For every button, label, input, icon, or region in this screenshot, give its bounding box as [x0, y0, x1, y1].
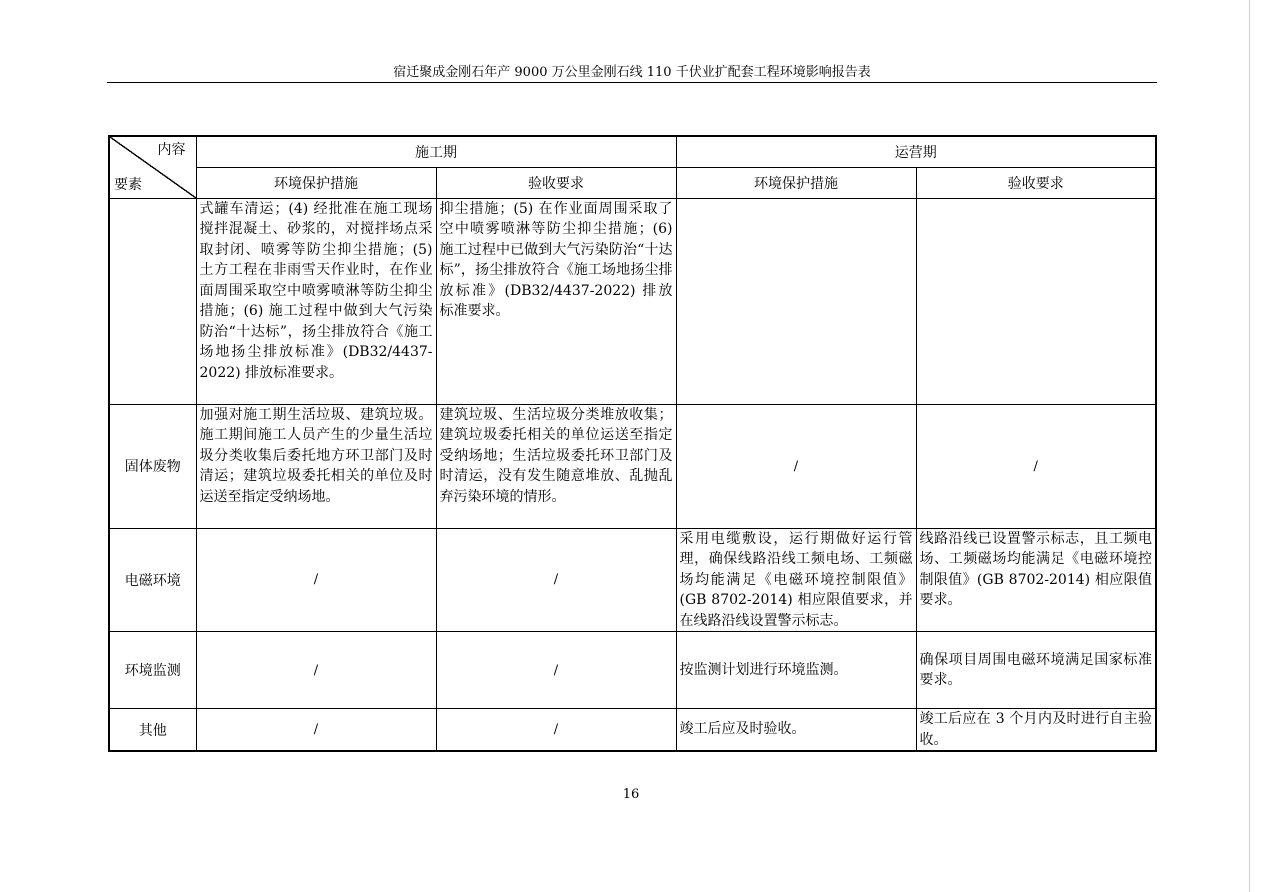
- corner-header-cell: [109, 136, 196, 198]
- table-row: [109, 198, 1156, 404]
- header-operation-acceptance: 验收要求: [916, 167, 1156, 198]
- operation-acceptance-cell: 确保项目周围电磁环境满足国家标准要求。: [916, 632, 1156, 709]
- table-row: [109, 404, 1156, 528]
- construction-acceptance-cell: /: [436, 632, 676, 709]
- construction-acceptance-cell: /: [436, 709, 676, 752]
- operation-acceptance-cell: [916, 198, 1156, 404]
- header-construction-measures: 环境保护措施: [196, 167, 436, 198]
- construction-acceptance-cell: 建筑垃圾、生活垃圾分类堆放收集；建筑垃圾委托相关的单位运送至指定受纳场地；生活垃圾委托环卫部门及时清运，没有发生随意堆放、乱抛乱弃污染环境的情形。: [436, 404, 676, 528]
- page-edge-line: [1249, 0, 1250, 892]
- construction-acceptance-cell: /: [436, 528, 676, 632]
- operation-measure-cell: 按监测计划进行环境监测。: [676, 632, 916, 709]
- header-construction-acceptance: 验收要求: [436, 167, 676, 198]
- page-header-title: 宿迁聚成金刚石年产 9000 万公里金刚石线 110 千伏业扩配套工程环境影响报告表: [393, 65, 871, 80]
- operation-measure-cell: /: [676, 404, 916, 528]
- table-header-row-1: [109, 136, 1156, 167]
- row-element: 环境监测: [109, 632, 196, 709]
- operation-measure-cell: 竣工后应及时验收。: [676, 709, 916, 752]
- table-header-row-2: [109, 167, 1156, 198]
- construction-measure-cell: /: [196, 709, 436, 752]
- corner-label-element: 要素: [114, 176, 142, 193]
- table-row: [109, 528, 1156, 632]
- row-element: 电磁环境: [109, 528, 196, 632]
- construction-measure-cell: /: [196, 632, 436, 709]
- environmental-measures-table: [108, 135, 1157, 752]
- operation-measure-cell: [676, 198, 916, 404]
- operation-acceptance-cell: 竣工后应在 3 个月内及时进行自主验收。: [916, 709, 1156, 752]
- table-row: [109, 709, 1156, 752]
- header-rule: [107, 82, 1157, 83]
- row-element: 固体废物: [109, 404, 196, 528]
- header-operation-measures: 环境保护措施: [676, 167, 916, 198]
- row-element: [109, 198, 196, 404]
- header-construction-period: 施工期: [196, 136, 676, 167]
- construction-acceptance-cell: 抑尘措施；(5) 在作业面周围采取了空中喷雾喷淋等防尘抑尘措施；(6) 施工过程中已做到大气污染防治“十达标”，扬尘排放符合《施工场地扬尘排放标准》(DB32/4437-2022) 排放标准要求。: [436, 198, 676, 404]
- construction-measure-cell: /: [196, 528, 436, 632]
- page-number: 16: [622, 787, 640, 802]
- header-operation-period: 运营期: [676, 136, 1156, 167]
- construction-measure-cell: 加强对施工期生活垃圾、建筑垃圾。施工期间施工人员产生的少量生活垃圾分类收集后委托地方环卫部门及时清运；建筑垃圾委托相关的单位及时运送至指定受纳场地。: [196, 404, 436, 528]
- table-row: [109, 632, 1156, 709]
- operation-measure-cell: 采用电缆敷设，运行期做好运行管理，确保线路沿线工频电场、工频磁场均能满足《电磁环境控制限值》(GB 8702-2014) 相应限值要求，并在线路沿线设置警示标志。: [676, 528, 916, 632]
- operation-acceptance-cell: 线路沿线已设置警示标志，且工频电场、工频磁场均能满足《电磁环境控制限值》(GB 8702-2014) 相应限值要求。: [916, 528, 1156, 632]
- construction-measure-cell: 式罐车清运；(4) 经批准在施工现场搅拌混凝土、砂浆的，对搅拌场点采取封闭、喷雾等防尘抑尘措施；(5) 土方工程在非雨雪天作业时，在作业面周围采取空中喷雾喷淋等防尘抑尘措施；(6) 施工过程中做到大气污染防治“十达标”，扬尘排放符合《施工场地扬尘排放标准》(DB32/4437-2022) 排放标准要求。: [196, 198, 436, 404]
- operation-acceptance-cell: /: [916, 404, 1156, 528]
- corner-label-content: 内容: [157, 142, 186, 158]
- row-element: 其他: [109, 709, 196, 752]
